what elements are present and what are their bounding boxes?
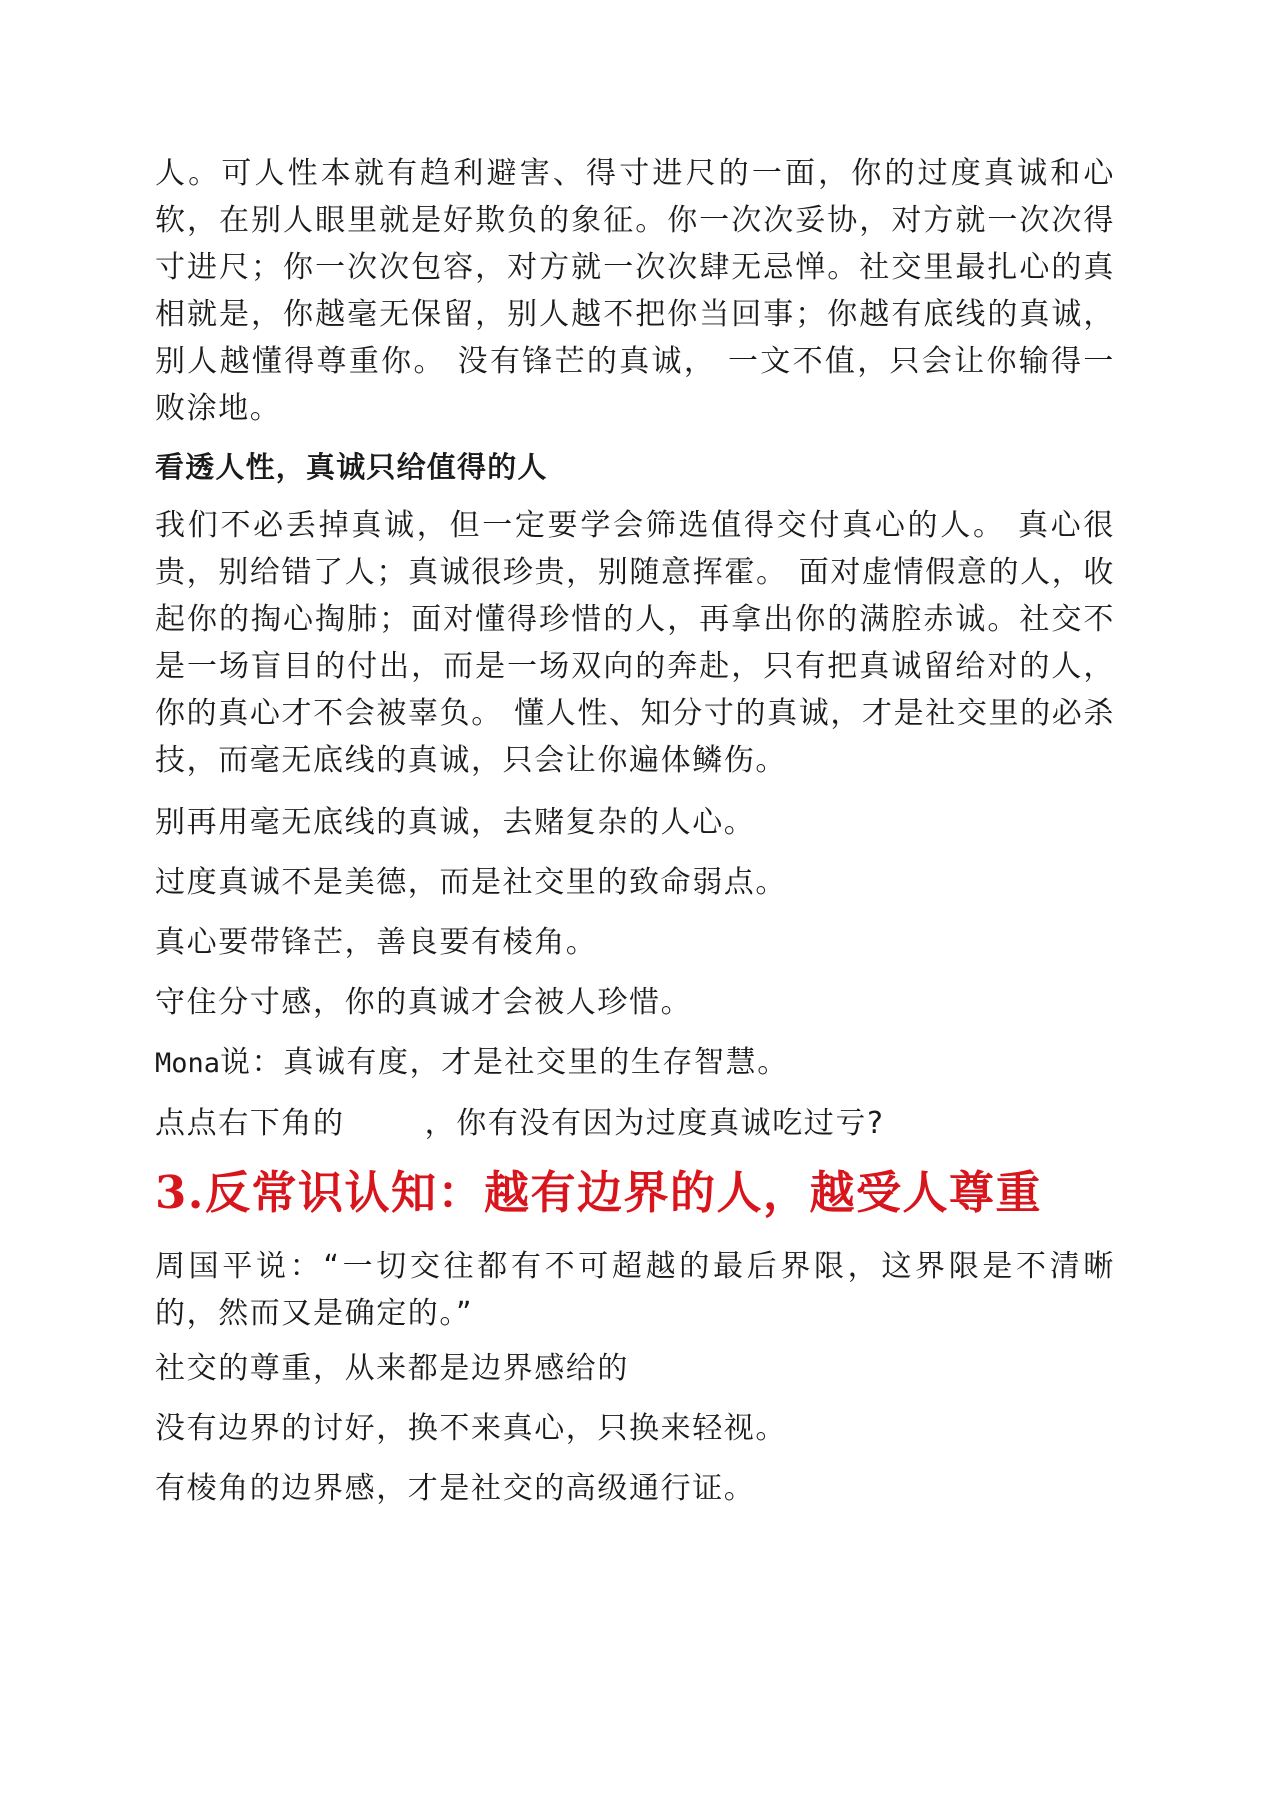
call-to-action-question: ，你有没有因为过度真诚吃过亏? <box>424 1106 885 1141</box>
call-to-action-line <box>155 1100 1115 1147</box>
zhou-guoping-quote: 周国平说：“一切交往都有不可超越的最后界限，这界限是不清晰的，然而又是确定的。” <box>155 1249 1115 1331</box>
section-3-heading <box>155 1163 1115 1223</box>
section-3-line-2: 没有边界的讨好，换不来真心，只换来轻视。 <box>155 1411 787 1446</box>
subheading-see-through-human-nature: 看透人性，真诚只给值得的人 <box>155 450 548 484</box>
section-3-line-1: 社交的尊重，从来都是边界感给的 <box>155 1351 629 1386</box>
paragraph-boundless-sincerity: 人。可人性本就有趋利避害、得寸进尺的一面，你的过度真诚和心软，在别人眼里就是好欺负的象征。你一次次妥协，对方就一次次得寸进尺；你一次次包容，对方就一次次肆无忌惮。社交里最扎心的真相就是，你越毫无保留，别人越不把你当回事；你越有底线的真诚，别人越懂得尊重你。 没有锋芒的真诚， 一文不值，只会让你输得一败涂地。 <box>155 156 1115 426</box>
author-name: Mona <box>155 1048 221 1079</box>
statement-line-3: 真心要带锋芒，善良要有棱角。 <box>155 925 598 960</box>
section-3-line-3: 有棱角的边界感，才是社交的高级通行证。 <box>155 1471 756 1506</box>
paragraph-choose-worthy-people: 我们不必丢掉真诚，但一定要学会筛选值得交付真心的人。 真心很贵，别给错了人；真诚很珍贵，别随意挥霍。 面对虚情假意的人，收起你的掏心掏肺；面对懂得珍惜的人，再拿出你的满腔赤诚。社交不是一场盲目的付出，而是一场双向的奔赴，只有把真诚留给对的人，你的真心才不会被辜负。 懂人性、知分寸的真诚，才是社交里的必杀技，而毫无底线的真诚，只会让你遍体鳞伤。 <box>155 508 1115 778</box>
statement-line-2: 过度真诚不是美德，而是社交里的致命弱点。 <box>155 865 787 900</box>
mona-says-text: 说：真诚有度，才是社交里的生存智慧。 <box>220 1045 789 1080</box>
mona-says-line <box>155 1039 1115 1087</box>
statement-line-1: 别再用毫无底线的真诚，去赌复杂的人心。 <box>155 805 756 840</box>
article-body <box>155 150 1115 1525</box>
statement-line-4: 守住分寸感，你的真诚才会被人珍惜。 <box>155 985 693 1020</box>
section-title-text: 反常识认知：越有边界的人，越受人尊重 <box>204 1166 1042 1219</box>
call-to-action-start: 点点右下角的 <box>155 1106 345 1141</box>
section-number: 3. <box>155 1166 205 1219</box>
